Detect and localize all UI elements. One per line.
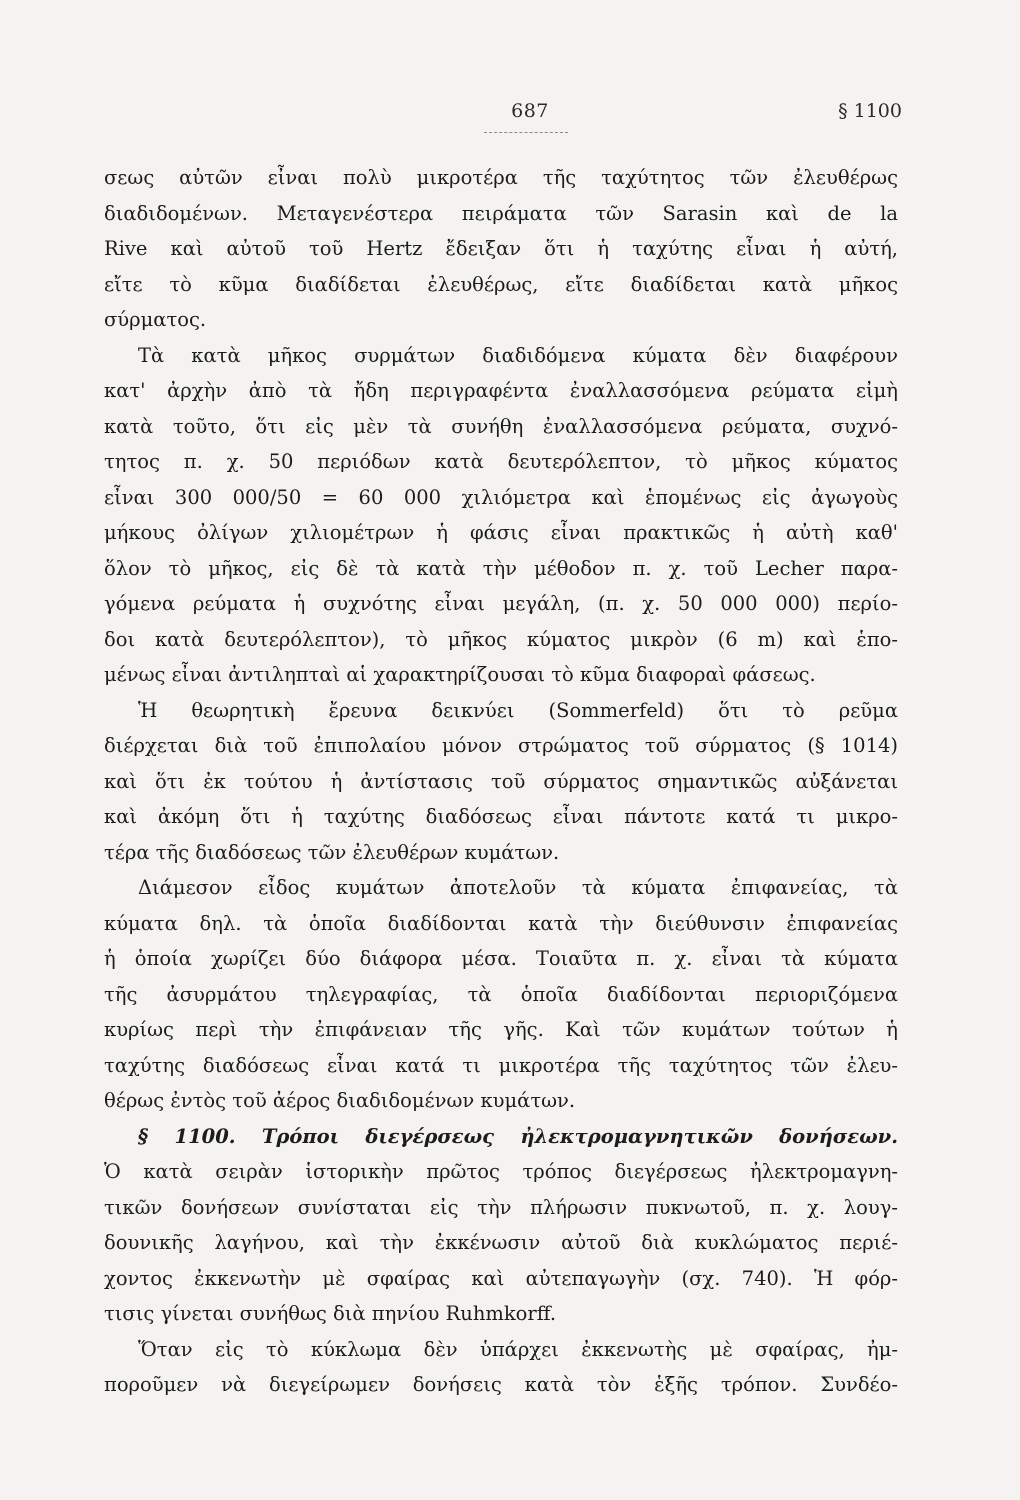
text-line-16: Ἡ θεωρητικὴ ἔρευνα δεικνύει (Sommerfeld) ὅτι τὸ ρεῦμα	[138, 698, 898, 722]
text-line-7: κατ' ἀρχὴν ἀπὸ τὰ ἤδη περιγραφέντα ἐναλλασσόμενα ρεύματα εἰμὴ	[104, 379, 898, 402]
text-line-8: κατὰ τοῦτο, ὅτι εἰς μὲν τὰ συνήθη ἐναλλασσόμενα ρεύματα, συχνό-	[104, 414, 898, 438]
text-line-27: θέρως ἐντὸς τοῦ ἀέρος διαδιδομένων κυμάτων.	[104, 1089, 576, 1112]
page-number: 687	[511, 100, 549, 122]
text-line-15: μένως εἶναι ἀντιληπταὶ αἱ χαρακτηρίζουσαι τὸ κῦμα διαφοραὶ φάσεως.	[104, 663, 816, 686]
body-text	[104, 160, 898, 1403]
text-line-31: δουνικῆς λαγήνου, καὶ τὴν ἐκκένωσιν αὐτοῦ διὰ κυκλώματος περιέ-	[104, 1231, 898, 1254]
text-line-30: τικῶν δονήσεων συνίσταται εἰς τὴν πλήρωσιν πυκνωτοῦ, π. χ. λουγ-	[104, 1195, 898, 1219]
text-line-2: διαδιδομένων. Μεταγενέστερα πειράματα τῶν Sarasin καὶ de la	[104, 201, 898, 225]
text-line-34: Ὅταν εἰς τὸ κύκλωμα δὲν ὑπάρχει ἐκκενωτὴς μὲ σφαίρας, ἠμ-	[138, 1337, 898, 1361]
text-line-10: εἶναι 300 000/50 = 60 000 χιλιόμετρα καὶ ἑπομένως εἰς ἀγωγοὺς	[104, 485, 898, 509]
text-line-21: Διάμεσον εἶδος κυμάτων ἀποτελοῦν τὰ κύματα ἐπιφανείας, τὰ	[138, 876, 898, 899]
text-line-17: διέρχεται διὰ τοῦ ἐπιπολαίου μόνον στρώματος τοῦ σύρματος (§ 1014)	[104, 734, 898, 757]
section-heading: § 1100. Τρόποι διεγέρσεως ἠλεκτρομαγνητικῶν δονήσεων.	[138, 1124, 898, 1148]
text-line-26: ταχύτης διαδόσεως εἶναι κατά τι μικροτέρα τῆς ταχύτητος τῶν ἐλευ-	[104, 1053, 898, 1077]
text-line-32: χοντος ἐκκενωτὴν μὲ σφαίρας καὶ αὐτεπαγωγὴν (σχ. 740). Ἡ φόρ-	[104, 1266, 898, 1290]
text-line-35: ποροῦμεν νὰ διεγείρωμεν δονήσεις κατὰ τὸν ἑξῆς τρόπον. Συνδέο-	[104, 1373, 898, 1396]
text-line-18: καὶ ὅτι ἐκ τούτου ἡ ἀντίστασις τοῦ σύρματος σημαντικῶς αὐξάνεται	[104, 769, 898, 793]
text-line-22: κύματα δηλ. τὰ ὁποῖα διαδίδονται κατὰ τὴν διεύθυνσιν ἐπιφανείας	[104, 911, 898, 935]
text-line-12: ὅλον τὸ μῆκος, εἰς δὲ τὰ κατὰ τὴν μέθοδον π. χ. τοῦ Lecher παρα-	[104, 556, 898, 580]
text-line-11: μήκους ὀλίγων χιλιομέτρων ἡ φάσις εἶναι πρακτικῶς ἡ αὐτὴ καθ'	[104, 521, 898, 544]
section-reference: § 1100	[838, 100, 902, 122]
text-line-25: κυρίως περὶ τὴν ἐπιφάνειαν τῆς γῆς. Καὶ τῶν κυμάτων τούτων ἡ	[104, 1018, 898, 1041]
text-line-20: τέρα τῆς διαδόσεως τῶν ἐλευθέρων κυμάτων.	[104, 840, 560, 864]
text-line-3: Rive καὶ αὐτοῦ τοῦ Hertz ἔδειξαν ὅτι ἡ ταχύτης εἶναι ἡ αὐτή,	[104, 237, 898, 260]
text-line-9: τητος π. χ. 50 περιόδων κατὰ δευτερόλεπτον, τὸ μῆκος κύματος	[104, 450, 898, 473]
text-line-6: Τὰ κατὰ μῆκος συρμάτων διαδιδόμενα κύματα δὲν διαφέρουν	[138, 343, 898, 367]
text-line-23: ἡ ὁποία χωρίζει δύο διάφορα μέσα. Τοιαῦτα π. χ. εἶναι τὰ κύματα	[104, 947, 898, 970]
text-line-19: καὶ ἀκόμη ὅτι ἡ ταχύτης διαδόσεως εἶναι πάντοτε κατά τι μικρο-	[104, 805, 898, 828]
page-number-underline	[484, 132, 568, 133]
text-line-13: γόμενα ρεύματα ἡ συχνότης εἶναι μεγάλη, (π. χ. 50 000 000) περίο-	[104, 592, 898, 615]
text-line-24: τῆς ἀσυρμάτου τηλεγραφίας, τὰ ὁποῖα διαδίδονται περιοριζόμενα	[104, 982, 898, 1006]
text-line-33: τισις γίνεται συνήθως διὰ πηνίου Ruhmkorff.	[104, 1302, 557, 1325]
text-line-1: σεως αὐτῶν εἶναι πολὺ μικροτέρα τῆς ταχύτητος τῶν ἐλευθέρως	[104, 166, 898, 189]
text-line-14: δοι κατὰ δευτερόλεπτον), τὸ μῆκος κύματος μικρὸν (6 m) καὶ ἑπο-	[104, 627, 898, 651]
text-line-4: εἴτε τὸ κῦμα διαδίδεται ἐλευθέρως, εἴτε διαδίδεται κατὰ μῆκος	[104, 272, 898, 296]
text-line-5: σύρματος.	[104, 308, 207, 331]
text-line-29: Ὁ κατὰ σειρὰν ἱστορικὴν πρῶτος τρόπος διεγέρσεως ἠλεκτρομαγνη-	[104, 1160, 898, 1183]
page-header	[0, 100, 1020, 140]
